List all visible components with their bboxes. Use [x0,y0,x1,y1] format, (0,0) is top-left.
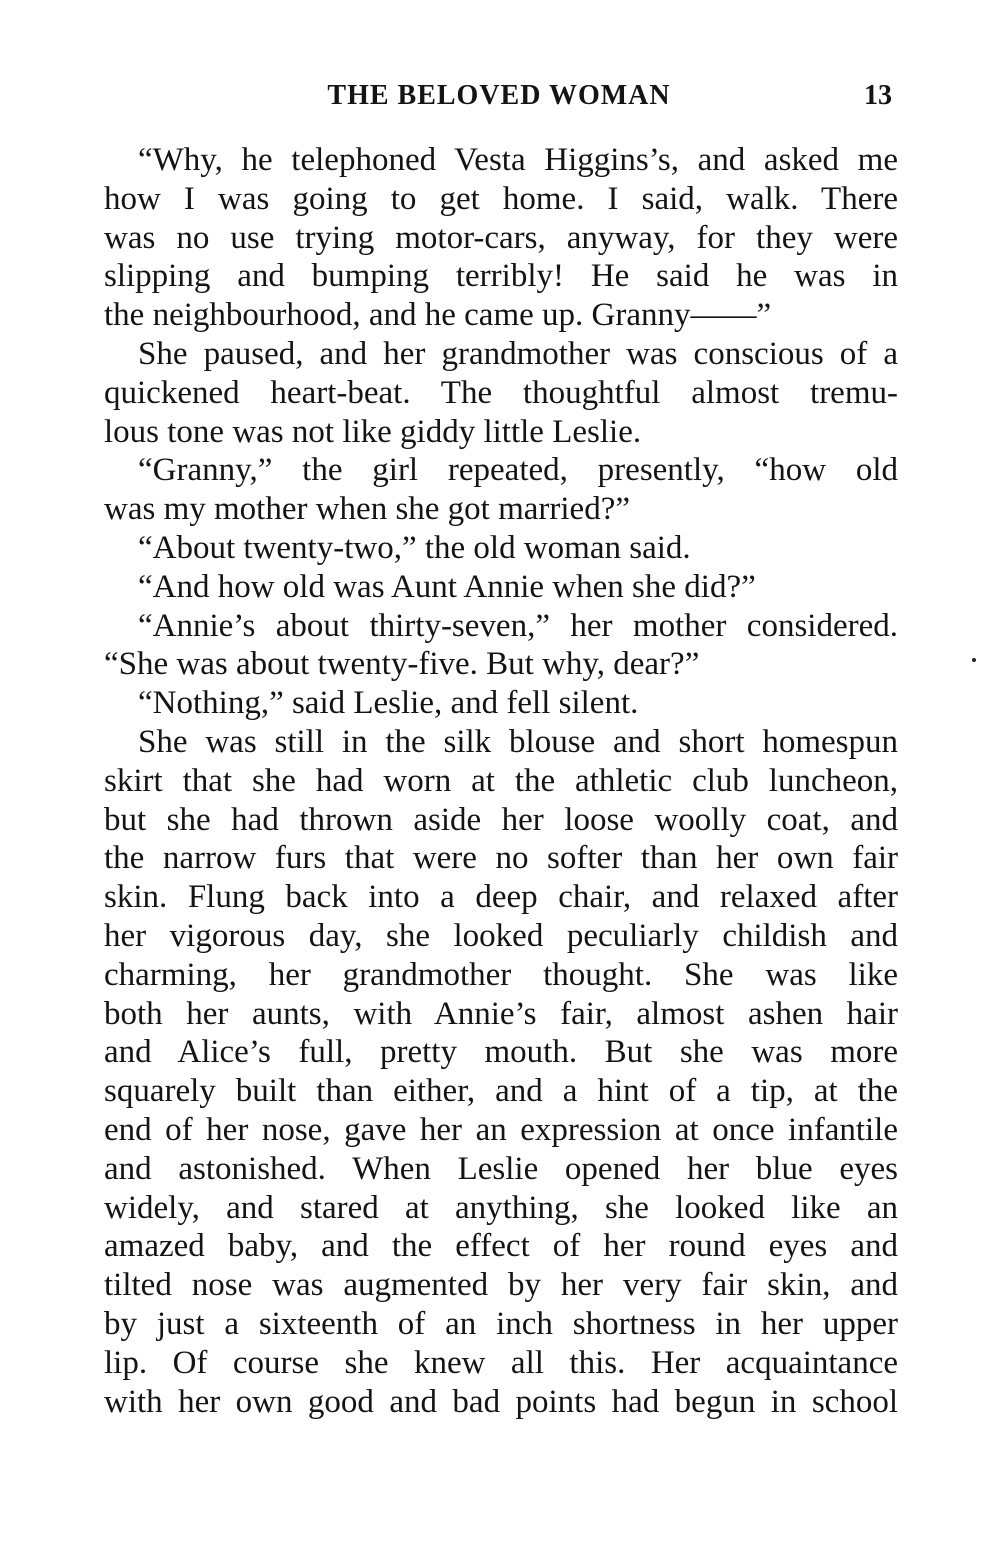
text-line: slipping and bumping terribly! He said he was in [104,258,898,295]
text-line: widely, and stared at anything, she looked like an [104,1189,898,1226]
text-line: her vigorous day, she looked peculiarly childish and [104,917,898,954]
text-line: amazed baby, and the effect of her round eyes and [104,1228,898,1265]
text-line: lous tone was not like giddy little Leslie. [104,413,642,450]
text-line: charming, her grandmother thought. She was like [104,956,898,993]
body-text [104,141,898,1421]
text-line: how I was going to get home. I said, walk. There [104,180,898,217]
text-line: and astonished. When Leslie opened her blue eyes [104,1150,898,1187]
text-line: end of her nose, gave her an expression at once infantile [104,1111,898,1148]
text-line: skirt that she had worn at the athletic club luncheon, [104,762,898,799]
text-line: by just a sixteenth of an inch shortness in her upper [104,1305,898,1342]
print-speck [972,658,976,662]
text-line: quickened heart-beat. The thoughtful almost tremu- [104,374,898,411]
text-line: both her aunts, with Annie’s fair, almost ashen hair [104,995,898,1032]
text-line: lip. Of course she knew all this. Her acquaintance [104,1344,898,1381]
text-line: “She was about twenty-five. But why, dear?” [104,646,700,683]
text-line: and Alice’s full, pretty mouth. But she was more [104,1034,898,1071]
text-line: with her own good and bad points had begun in school [104,1383,898,1420]
text-line: “And how old was Aunt Annie when she did?” [138,568,756,605]
text-line: She was still in the silk blouse and short homespun [138,723,898,760]
text-line: was no use trying motor-cars, anyway, for they were [104,219,898,256]
text-line: “Why, he telephoned Vesta Higgins’s, and asked me [138,142,898,178]
running-head [104,76,894,116]
text-line: squarely built than either, and a hint of a tip, at the [104,1073,898,1110]
text-line: tilted nose was augmented by her very fair skin, and [104,1267,898,1304]
text-line: “Granny,” the girl repeated, presently, “how old [138,452,898,489]
running-title: THE BELOVED WOMAN [327,80,671,111]
text-line: skin. Flung back into a deep chair, and relaxed after [104,879,898,916]
text-line: but she had thrown aside her loose woolly coat, and [104,801,898,838]
text-line: “Nothing,” said Leslie, and fell silent. [138,685,639,722]
text-line: the narrow furs that were no softer than her own fair [104,840,898,877]
text-line: “About twenty-two,” the old woman said. [138,529,691,566]
text-line: “Annie’s about thirty-seven,” her mother considered. [138,607,898,644]
text-line: She paused, and her grandmother was conscious of a [138,335,898,372]
text-line: was my mother when she got married?” [104,491,631,528]
page-number: 13 [864,80,892,111]
text-line: the neighbourhood, and he came up. Granny——” [104,297,772,334]
